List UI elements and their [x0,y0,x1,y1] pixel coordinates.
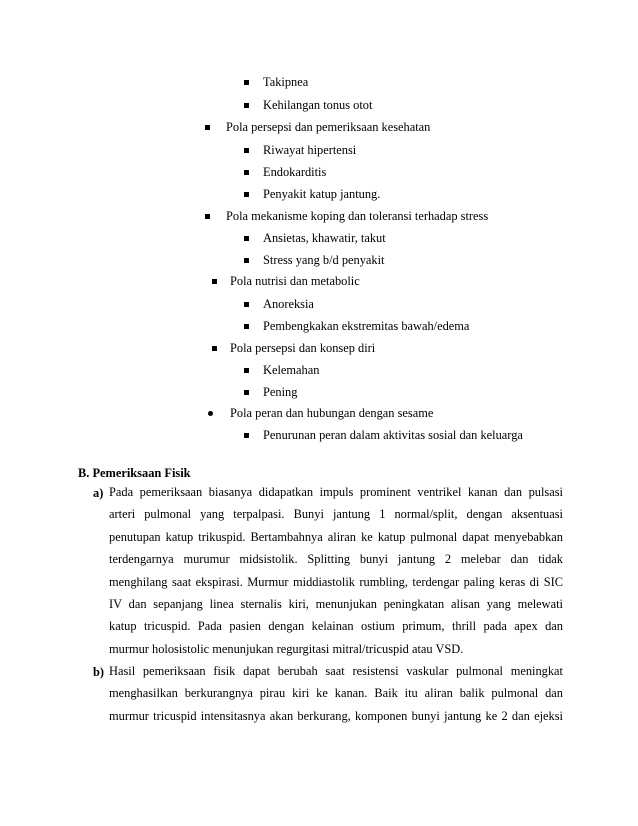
paragraph-line: katup tricuspid. Pada pasien dengan kelainan ostium primum, thrill pada apex dan [109,619,563,634]
list-item-level2: Kelemahan [263,363,320,377]
list-item-level2: Anoreksia [263,297,314,311]
list-item-level2: Ansietas, khawatir, takut [263,231,386,245]
square-bullet-icon [244,302,249,307]
item-b-label: b) [93,665,105,679]
square-bullet-icon [244,170,249,175]
square-bullet-icon [244,148,249,153]
square-bullet-icon [244,103,249,108]
list-item-level2: Stress yang b/d penyakit [263,253,385,267]
list-item-level1: Pola persepsi dan konsep diri [230,341,376,355]
square-bullet-icon [244,390,249,395]
square-bullet-icon [212,346,217,351]
list-item-level1: Pola peran dan hubungan dengan sesame [230,406,434,420]
item-a-paragraph [109,481,563,660]
square-bullet-icon [244,258,249,263]
paragraph-line: arteri pulmonal yang terpalpasi. Bunyi jantung 1 normal/split, dengan aksentuasi [109,507,563,522]
list-item-level1: Pola nutrisi dan metabolic [230,274,360,288]
square-bullet-icon [244,236,249,241]
paragraph-line: menghasilkan berkurangnya pirau kiri ke kanan. Baik itu aliran balik pulmonal dan [109,686,563,701]
list-item-level2: Penyakit katup jantung. [263,187,381,201]
square-bullet-icon [244,324,249,329]
paragraph-line: penutupan katup trikuspid. Bertambahnya aliran ke katup pulmonal dapat menyebabkan [109,529,563,544]
paragraph-line: Pada pemeriksaan biasanya didapatkan impuls prominent ventrikel kanan dan pulsasi [109,485,563,499]
square-bullet-icon [244,368,249,373]
list-item-level2: Endokarditis [263,165,327,179]
paragraph-line: murmur tricuspid intensitasnya akan berkurang, komponen bunyi jantung ke 2 dan ejeksi [109,708,563,723]
list-item-level2: Pening [263,385,298,399]
square-bullet-icon [205,125,210,130]
list-item-level2: Riwayat hipertensi [263,143,357,157]
list-item-level2: Penurunan peran dalam aktivitas sosial dan keluarga [263,428,523,442]
list-item-level1: Pola mekanisme koping dan toleransi terhadap stress [226,209,489,223]
section-b-heading: B. Pemeriksaan Fisik [78,466,191,480]
list-item-level2: Takipnea [263,75,309,89]
list-item-level1: Pola persepsi dan pemeriksaan kesehatan [226,120,431,134]
square-bullet-icon [212,279,217,284]
item-b-paragraph [109,660,563,727]
paragraph-line: Hasil pemeriksaan fisik dapat berubah saat resistensi vaskular pulmonal meningkat [109,664,563,678]
paragraph-line: murmur holosistolic menunjukan regurgitasi mitral/tricuspid atau VSD. [109,641,464,656]
list-item-level2: Kehilangan tonus otot [263,98,373,112]
paragraph-line: terdengarnya murumur midsistolik. Splitting bunyi jantung 2 melebar dan tidak [109,552,563,567]
square-bullet-icon [244,192,249,197]
square-bullet-icon [244,433,249,438]
square-bullet-icon [205,214,210,219]
list-item-level2: Pembengkakan ekstremitas bawah/edema [263,319,470,333]
paragraph-line: IV dan sepanjang linea sternalis kiri, menunjukan peningkatan alisan yang melewati [109,596,563,611]
square-bullet-icon [244,80,249,85]
paragraph-line: menghilang saat ekspirasi. Murmur middiastolik rumbling, terdengar paling keras di SIC [109,574,563,589]
round-bullet-icon [208,411,213,416]
item-a-label: a) [93,486,104,500]
